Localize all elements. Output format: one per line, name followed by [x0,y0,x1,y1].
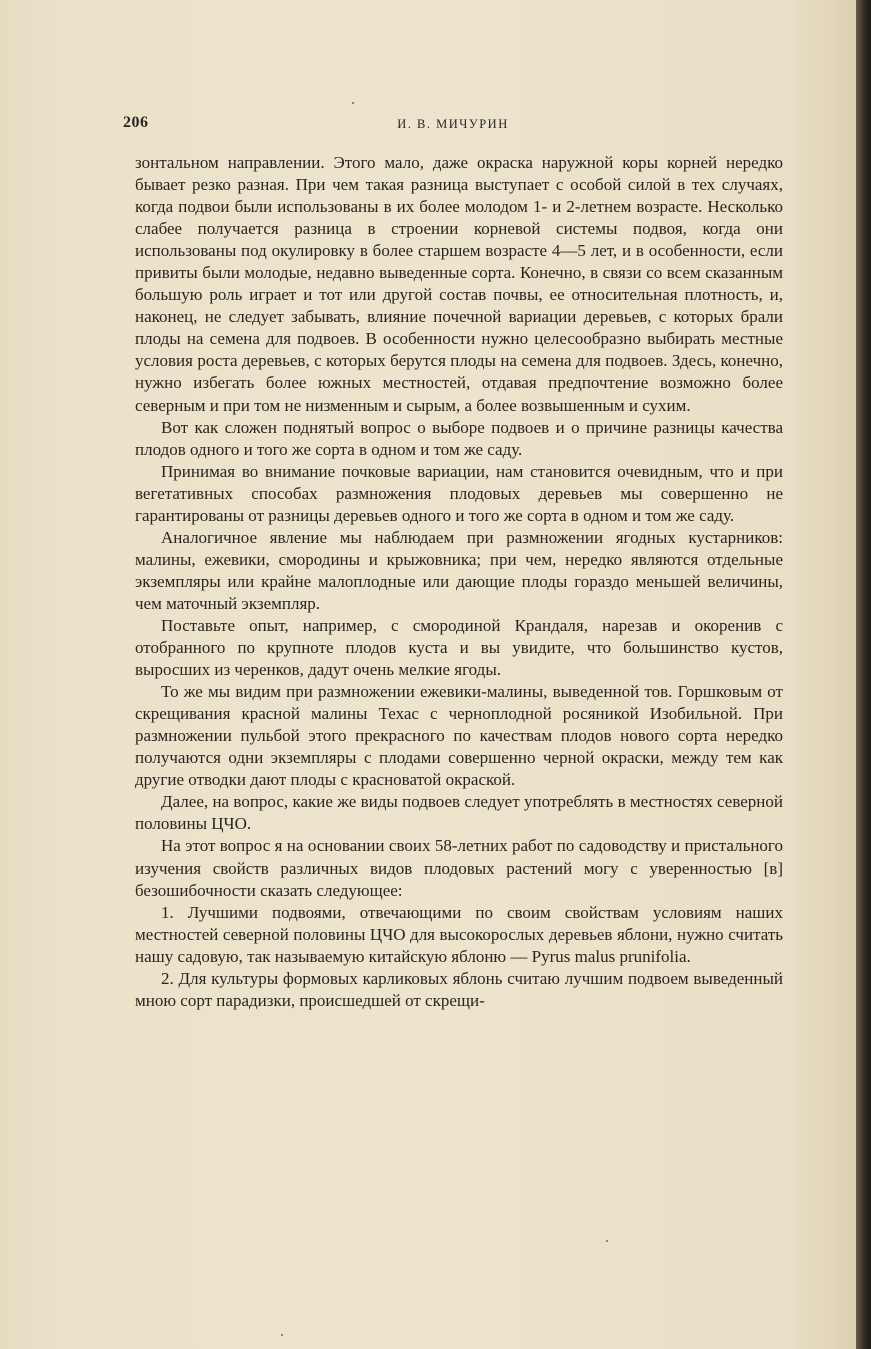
paragraph: На этот вопрос я на основании своих 58-летних работ по садоводству и пристального изучения свойств различных видов плодовых растений могу с уверенностью [в] безошибочности сказать следующее: [135,836,783,900]
numbered-paragraph: 1. Лучшими подвоями, отвечающими по своим свойствам условиям наших местностей северной половины ЦЧО для высокорослых деревьев яблони, нужно считать нашу садовую, так называемую китайскую яблоню — Pyrus malus prunifolia. [135,902,783,966]
page-header [123,114,783,134]
paper-speck [352,102,354,104]
running-head: И. В. МИЧУРИН [397,117,509,131]
paragraph-continued: зонтальном направлении. Этого мало, даже окраска наружной коры корней нередко бывает резко разная. При чем такая разница выступает с особой силой в тех случаях, когда подвои были использованы в их более молодом 1- и 2-летнем возрасте. Несколько слабее получается разница в строении корневой системы подвоя, когда они использованы под окулировку в более старшем возрасте 4—5 лет, и в особенности, если привиты были молодые, недавно выведенные сорта. Конечно, в связи со всем сказанным большую роль играет и тот или другой состав почвы, ее относительная плотность, и, наконец, не следует забывать, влияние почечной вариации деревьев, с которых брали плоды на семена для подвоев. В особенности нужно целесообразно выбирать местные условия роста деревьев, с которых берутся плоды на семена для подвоев. Здесь, конечно, нужно избегать более южных местностей, отдавая предпочтение возможно более северным и при том не низменным и сырым, а более возвышенным и сухим. [135,153,783,415]
paragraph: Аналогичное явление мы наблюдаем при размножении ягодных кустарников: малины, ежевики, смородины и крыжовника; при чем, нередко являются отдельные экземпляры или крайне малоплодные или дающие плоды гораздо меньшей величины, чем маточный экземпляр. [135,527,783,613]
paper-speck [606,1240,608,1242]
paragraph: Вот как сложен поднятый вопрос о выборе подвоев и о причине разницы качества плодов одного и того же сорта в одном и том же саду. [135,417,783,459]
paper-speck [281,1334,283,1336]
paragraph: Поставьте опыт, например, с смородиной Крандаля, нарезав и окоренив с отобранного по крупноте плодов куста и вы увидите, что большинство кустов, выросших из черенков, дадут очень мелкие ягоды. [135,615,783,680]
paragraph: Далее, на вопрос, какие же виды подвоев следует употреблять в местностях северной половины ЦЧО. [135,792,783,834]
numbered-paragraph: 2. Для культуры формовых карликовых яблонь считаю лучшим подвоем выведенный мною сорт парадизки, происшедшей от скрещи- [135,968,783,1010]
paragraph: Принимая во внимание почковые вариации, нам становится очевидным, что и при вегетативных способах размножения плодовых деревьев мы совершенно не гарантированы от разницы деревьев одного и того же сорта в одном и том же саду. [135,461,783,525]
paragraph: То же мы видим при размножении ежевики-малины, выведенной тов. Горшковым от скрещивания красной малины Техас с черноплодной росяникой Изобильной. При размножении пульбой этого прекрасного по качествам плодов нового сорта нередко получаются одни экземпляры с плодами совершенно черной окраски, между тем как другие отводки дают плоды с красноватой окраской. [135,682,783,790]
scan-edge-shadow [856,0,871,1349]
body-text [135,152,783,1012]
page-number: 206 [123,114,149,131]
